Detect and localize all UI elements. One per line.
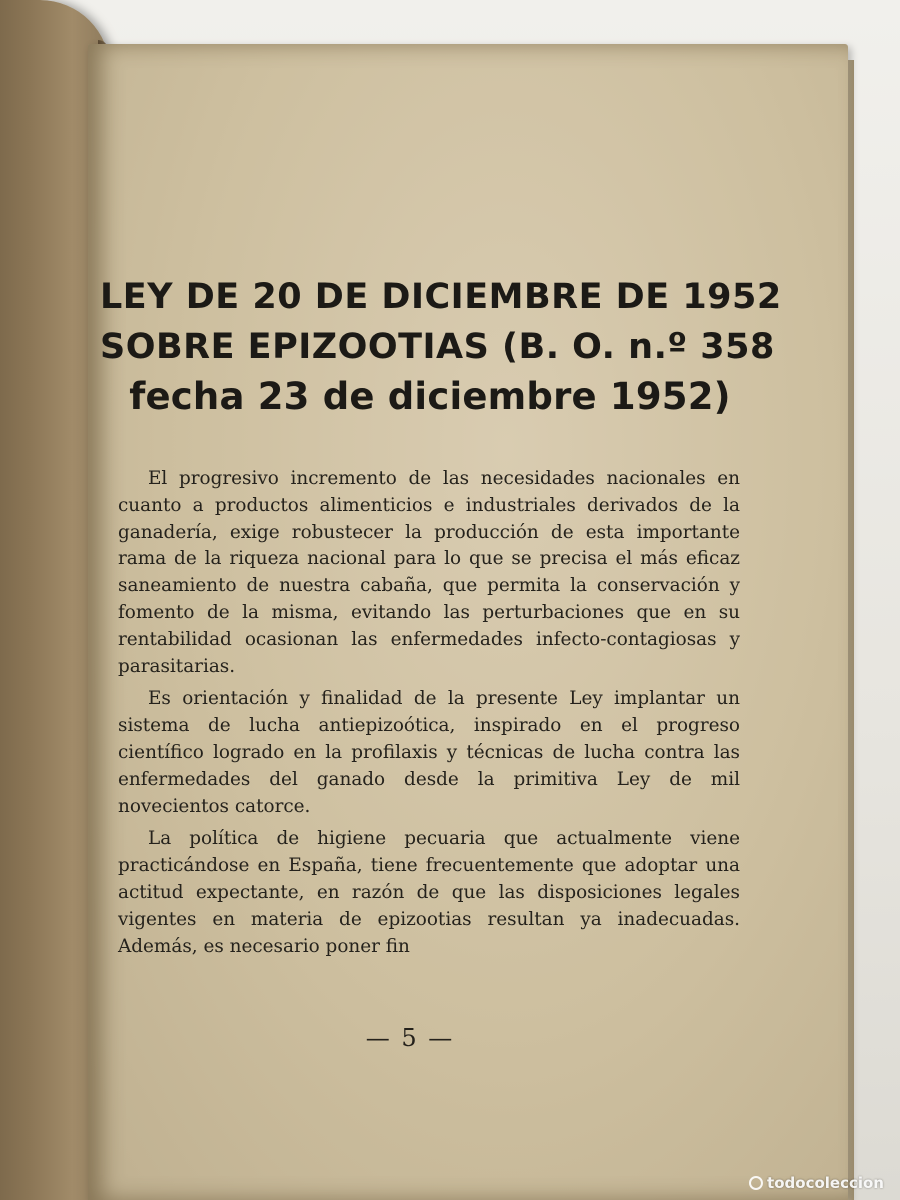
paragraph-1: El progresivo incremento de las necesidades nacionales en cuanto a productos alimenticios e industriales derivados de la ganadería, exige robustecer la producción de esta importante rama de la riqueza nacional para lo que se precisa el más eficaz saneamiento de nuestra cabaña, que permita la conservación y fomento de la misma, evitando las perturbaciones que en su rentabilidad ocasionan las enfermedades infecto-contagiosas y parasitarias.	[118, 468, 740, 677]
paragraph-3: La política de higiene pecuaria que actualmente viene practicándose en España, tiene frecuentemente que adoptar una actitud expectante, en razón de que las disposiciones legales vigentes en materia de epizootias resultan ya inadecuadas. Además, es necesario poner fin	[118, 828, 740, 957]
watermark	[749, 1174, 884, 1192]
watermark-logo-icon	[749, 1176, 763, 1190]
title-line-3: fecha 23 de diciembre 1952)	[129, 375, 731, 418]
body-text	[118, 466, 740, 966]
paragraph-2: Es orientación y finalidad de la presente Ley implantar un sistema de lucha antiepizoótica, inspirado en el progreso científico logrado en la profilaxis y técnicas de lucha contra las enfermedades del ganado desde la primitiva Ley de mil novecientos catorce.	[118, 688, 740, 817]
page-number: — 5 —	[365, 1024, 455, 1052]
watermark-text: todocoleccion	[767, 1174, 884, 1192]
document-title	[100, 272, 782, 422]
title-line-2: SOBRE EPIZOOTIAS (B. O. n.º 358	[100, 327, 775, 367]
title-line-1: LEY DE 20 DE DICIEMBRE DE 1952	[100, 277, 782, 317]
